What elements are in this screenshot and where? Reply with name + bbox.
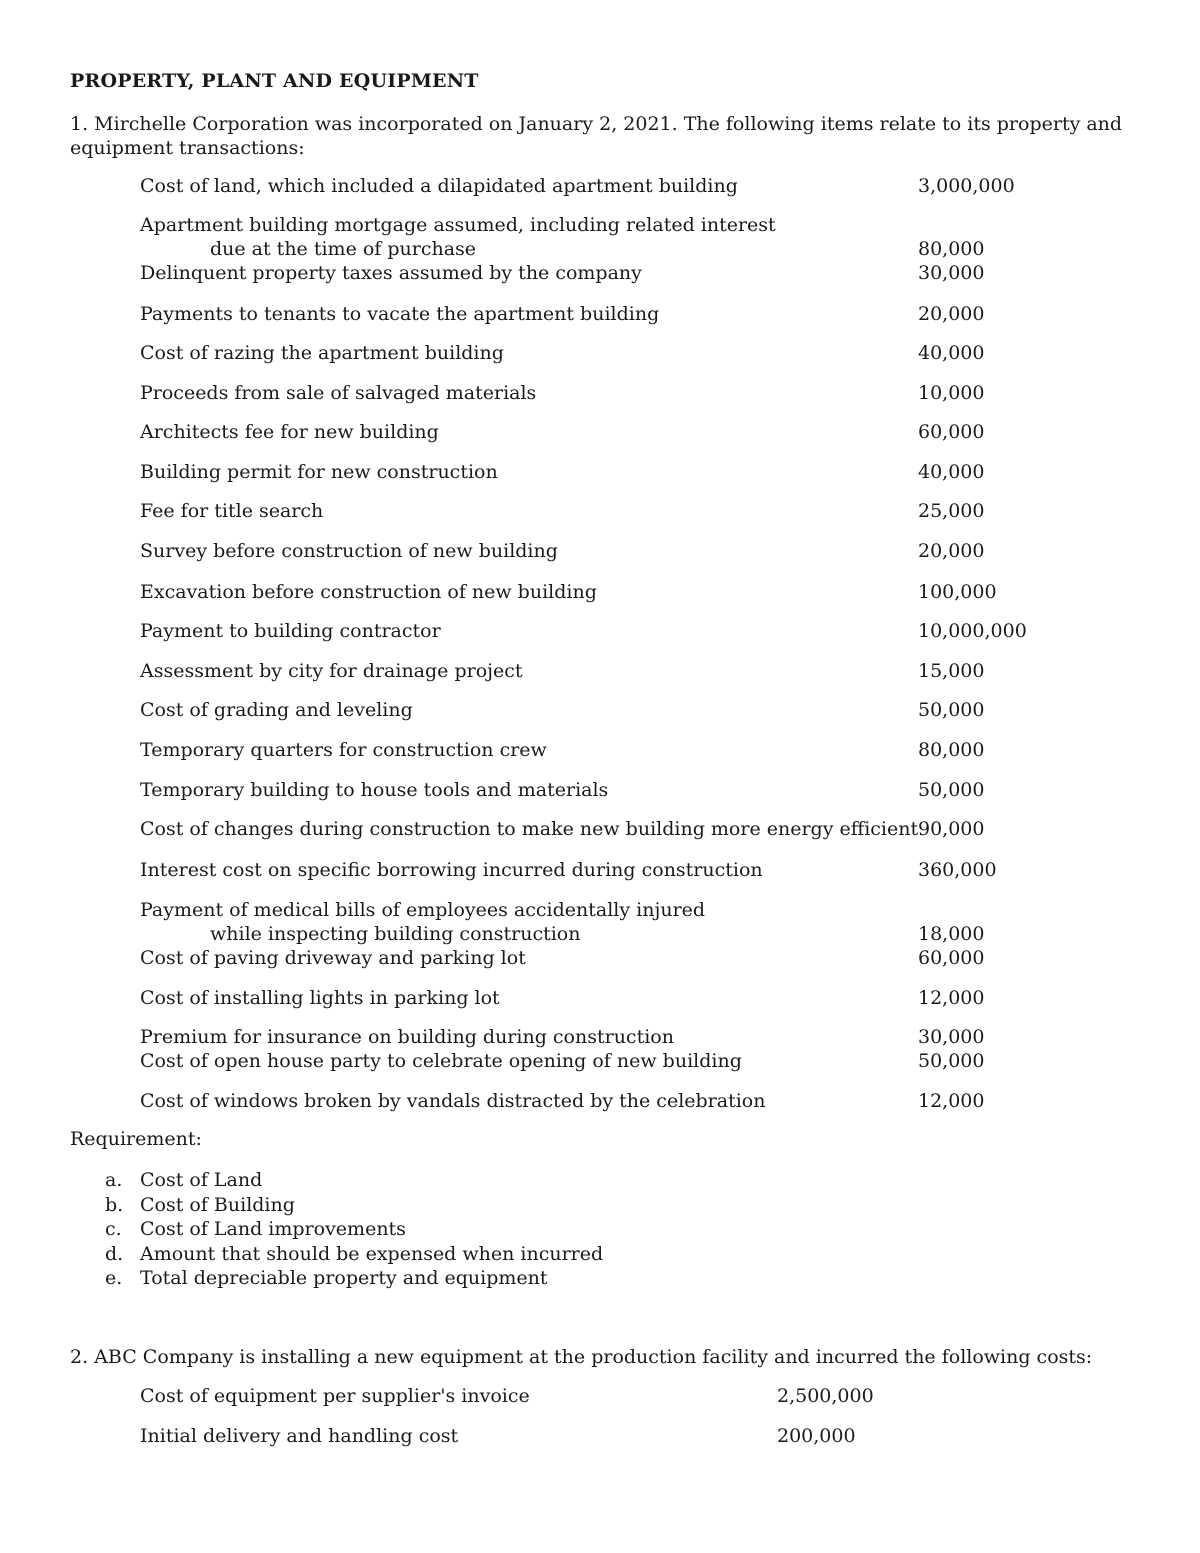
line-item-amount: 10,000,000 <box>918 620 1027 642</box>
requirement-letter: e. <box>105 1267 123 1289</box>
line-item-label: Cost of land, which included a dilapidated apartment building <box>140 175 738 197</box>
line-item-amount: 360,000 <box>918 859 997 881</box>
line-item-amount: 80,000 <box>918 238 985 260</box>
requirement-letter: c. <box>105 1218 122 1240</box>
problem2-intro: 2. ABC Company is installing a new equipment at the production facility and incurred the following costs: <box>70 1346 1093 1368</box>
line-item-amount: 10,000 <box>918 382 985 404</box>
requirement-text: Cost of Land improvements <box>140 1218 406 1240</box>
line-item-amount: 60,000 <box>918 421 985 443</box>
line-item-amount: 30,000 <box>918 262 985 284</box>
line-item-label: Cost of changes during construction to make new building more energy efficient <box>140 818 919 840</box>
requirement-text: Cost of Building <box>140 1193 295 1216</box>
line-item-label-continued: while inspecting building construction <box>210 923 581 945</box>
line-item-amount: 25,000 <box>918 500 985 522</box>
line-item-amount: 18,000 <box>918 923 985 945</box>
requirement-text: Cost of Land <box>140 1169 263 1191</box>
line-item-amount: 40,000 <box>918 342 985 364</box>
line-item-label: Survey before construction of new building <box>140 540 558 562</box>
line-item-amount: 50,000 <box>918 699 985 721</box>
line-item-amount: 90,000 <box>918 818 985 840</box>
line-item-amount: 12,000 <box>918 1090 985 1112</box>
line-item-amount: 20,000 <box>918 540 985 562</box>
line-item-label: Cost of open house party to celebrate opening of new building <box>140 1050 742 1072</box>
line-item-amount: 3,000,000 <box>918 175 1015 197</box>
requirement-heading: Requirement: <box>70 1128 202 1150</box>
line-item-label: Payment of medical bills of employees accidentally injured <box>140 899 706 921</box>
line-item-label: Premium for insurance on building during construction <box>140 1026 674 1048</box>
page-title: PROPERTY, PLANT AND EQUIPMENT <box>70 70 479 92</box>
line-item-amount: 12,000 <box>918 987 985 1009</box>
line-item-label: Payments to tenants to vacate the apartment building <box>140 303 660 325</box>
requirement-letter: d. <box>105 1242 124 1265</box>
requirement-letter: b. <box>105 1193 124 1216</box>
line-item-label: Building permit for new construction <box>140 461 498 483</box>
line-item-label: Cost of equipment per supplier's invoice <box>140 1385 530 1407</box>
line-item-amount: 40,000 <box>918 461 985 483</box>
line-item-label: Cost of windows broken by vandals distracted by the celebration <box>140 1090 766 1112</box>
line-item-label: Interest cost on specific borrowing incurred during construction <box>140 859 763 881</box>
line-item-label: Fee for title search <box>140 500 324 522</box>
line-item-label: Excavation before construction of new building <box>140 581 597 603</box>
line-item-amount: 2,500,000 <box>777 1385 874 1407</box>
line-item-label: Cost of paving driveway and parking lot <box>140 947 526 969</box>
requirement-text: Amount that should be expensed when incurred <box>140 1242 604 1265</box>
line-item-label: Temporary building to house tools and materials <box>140 779 609 801</box>
line-item-label: Proceeds from sale of salvaged materials <box>140 382 537 404</box>
line-item-amount: 50,000 <box>918 779 985 801</box>
line-item-amount: 100,000 <box>918 581 997 603</box>
line-item-amount: 50,000 <box>918 1050 985 1072</box>
requirement-letter: a. <box>105 1169 123 1191</box>
line-item-amount: 20,000 <box>918 303 985 325</box>
line-item-label: Architects fee for new building <box>140 421 439 443</box>
line-item-label: Delinquent property taxes assumed by the company <box>140 262 642 284</box>
line-item-label: Temporary quarters for construction crew <box>140 739 547 761</box>
line-item-label: Initial delivery and handling cost <box>140 1425 459 1447</box>
line-item-label: Cost of installing lights in parking lot <box>140 987 500 1009</box>
line-item-label-continued: due at the time of purchase <box>210 238 477 260</box>
line-item-label: Cost of razing the apartment building <box>140 342 504 364</box>
line-item-amount: 80,000 <box>918 739 985 761</box>
problem1-intro: 1. Mirchelle Corporation was incorporated on January 2, 2021. The following items relate to its property and equipment transactions: <box>70 113 1123 159</box>
line-item-amount: 60,000 <box>918 947 985 969</box>
requirement-text: Total depreciable property and equipment <box>140 1267 548 1289</box>
line-item-label: Payment to building contractor <box>140 620 441 642</box>
line-item-amount: 15,000 <box>918 660 985 682</box>
line-item-amount: 200,000 <box>777 1425 856 1447</box>
line-item-label: Apartment building mortgage assumed, including related interest <box>140 214 776 236</box>
line-item-label: Cost of grading and leveling <box>140 699 413 721</box>
line-item-amount: 30,000 <box>918 1026 985 1048</box>
line-item-label: Assessment by city for drainage project <box>140 660 523 682</box>
